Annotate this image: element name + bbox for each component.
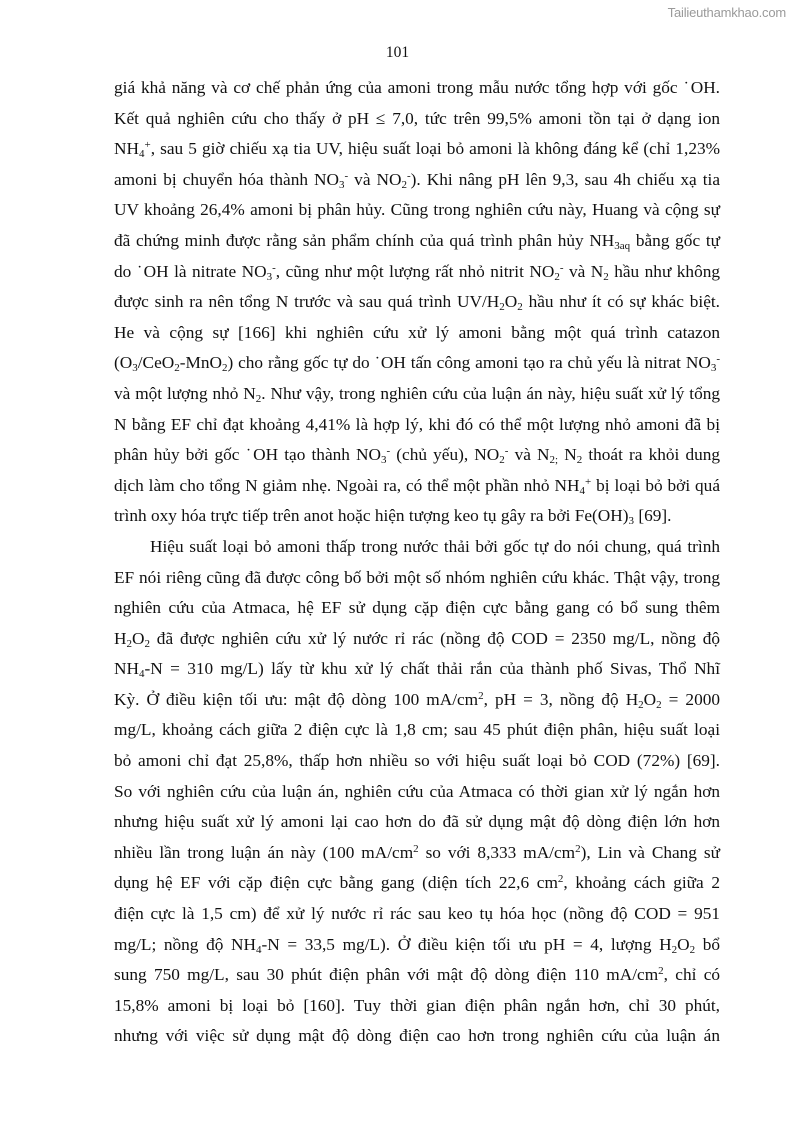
text-segment: UV khoảng 26,4% amoni bị phân hủy. Cũng trong nghiên cứu này, Huang và cộng sự [114,200,720,220]
text-segment: . Như vậy, trong nghiên cứu của luận án này, hiệu suất xử lý tổng [261,383,721,403]
subscript: 4 [138,668,145,681]
subscript: 2 [144,637,150,650]
text-segment: phân hủy bởi gốc ˙OH tạo thành NO [114,445,381,465]
text-line [114,563,720,594]
subscript: 3 [132,362,138,375]
text-line [114,746,720,777]
superscript: 2 [575,842,581,855]
text-segment: So với nghiên cứu của luận án, nghiên cứu của Atmaca có thời gian xử lý ngắn hơn [114,781,720,801]
text-segment: được sinh ra nên tổng N trước và sau quá trình UV/H [114,292,500,312]
subscript: 2 [174,362,180,375]
subscript: 2 [499,454,505,467]
text-segment: He và cộng sự [166] khi nghiên cứu xử lý amoni bằng một quá trình catazon [114,322,720,342]
subscript: 3 [381,454,387,467]
text-segment: , pH = 3, nồng độ H [483,689,639,709]
subscript: 3 [710,362,717,375]
text-line [114,960,720,991]
subscript: 4 [255,943,262,956]
text-segment: (O [114,353,133,373]
text-line [114,471,720,502]
text-line [114,226,720,257]
text-segment: EF nói riêng cũng đã được công bố bởi một số nhóm nghiên cứu khác. Thật vậy, trong [114,567,720,587]
text-line [114,104,720,135]
subscript: 2 [554,270,560,283]
text-segment: = 2000 [661,689,720,709]
text-segment: điện cực là 1,5 cm) để xử lý nước rỉ rác sau keo tụ hóa học (nồng độ COD = 951 [114,904,720,924]
text-line [114,348,720,379]
text-line [114,287,720,318]
subscript: 2 [689,943,696,956]
text-segment: Kết quả nghiên cứu cho thấy ở pH ≤ 7,0, tức trên 99,5% amoni tồn tại ở dạng ion [114,108,720,128]
text-line [114,838,720,869]
text-segment: O [131,628,145,648]
subscript: 2 [671,943,678,956]
text-segment: , khoảng cách giữa 2 [563,873,720,893]
text-segment: đã chứng minh được rằng sản phẩm chính của quá trình phân hủy NH [114,230,615,250]
text-segment: Kỳ. Ở điều kiện tối ưu: mật độ dòng 100 mA/cm [114,689,479,709]
text-segment: và NO [348,169,402,189]
superscript: - [559,261,564,274]
subscript: 4 [138,148,145,161]
subscript: 2 [499,301,505,314]
subscript: 3aq [614,239,631,252]
text-line [114,501,720,532]
text-segment: giá khả năng và cơ chế phản ứng của amoni trong mẫu nước tổng hợp với gốc ˙OH. [114,78,720,97]
superscript: - [406,169,411,182]
text-segment: ). Khi nâng pH lên 9,3, sau 4h chiếu xạ tia [410,169,720,189]
text-segment: và N [563,261,604,281]
text-segment: /CeO [137,353,175,373]
text-line [114,195,720,226]
text-segment: và một lượng nhỏ N [114,383,256,403]
text-line [114,654,720,685]
text-segment: nhưng hiệu suất xử lý amoni lại cao hơn do đã sử dụng mật độ dòng điện lớn hơn [114,812,720,832]
text-line [114,899,720,930]
subscript: 3 [338,178,345,191]
text-segment: amoni bị chuyển hóa thành NO [114,169,339,189]
text-line [114,165,720,196]
text-line [114,991,720,1022]
document-body [114,73,720,1052]
text-line [114,930,720,961]
superscript: - [716,353,720,366]
superscript: + [144,139,151,152]
superscript: 2 [557,873,564,886]
watermark: Tailieuthamkhao.com [667,5,786,20]
superscript: + [584,475,592,488]
text-segment: hầu như ít có sự khác biệt. [522,292,721,312]
text-segment: [69]. [634,506,672,526]
text-line [114,134,720,165]
text-segment: , chỉ có [663,965,721,985]
text-segment: Hiệu suất loại bỏ amoni thấp trong nước thải bởi gốc tự do nói chung, quá trình [150,536,720,556]
text-segment: -N = 310 mg/L) lấy từ khu xử lý chất thải rắn của thành phố Sivas, Thổ Nhĩ [144,659,720,679]
text-segment: -MnO [179,353,222,373]
text-segment: đã được nghiên cứu xử lý nước rỉ rác (nồng độ COD = 2350 mg/L, nồng độ [149,628,720,648]
text-segment: ) cho rằng gốc tự do ˙OH tấn công amoni tạo ra chủ yếu là nitrat NO [227,353,711,373]
text-segment: N [558,445,577,465]
text-segment: NH [114,139,139,159]
text-segment: do ˙OH là nitrate NO [114,261,267,281]
text-line [114,593,720,624]
text-segment: trình oxy hóa trực tiếp trên anot hoặc hiện tượng keo tụ gây ra bởi Fe(OH) [114,506,629,526]
text-segment: nghiên cứu của Atmaca, hệ EF sử dụng cặp điện cực bằng gang có bổ sung thêm [114,598,720,618]
subscript: 2; [549,454,559,467]
text-segment: N bằng EF chỉ đạt khoảng 4,41% là hợp lý, khi đó có thể một lượng nhỏ amoni đã bị [114,414,720,434]
text-segment: O [643,689,657,709]
text-segment: bằng gốc tự [630,230,720,250]
text-line [114,410,720,441]
subscript: 2 [656,698,662,711]
subscript: 3 [628,515,635,528]
text-segment: , cũng như một lượng rất nhỏ nitrit NO [275,261,555,281]
text-segment: hầu như không [608,261,720,281]
text-line [114,318,720,349]
text-line [114,257,720,288]
text-line [114,777,720,808]
text-line [114,73,720,104]
subscript: 4 [579,484,585,497]
subscript: 3 [266,270,273,283]
text-segment: dụng hệ EF với cặp điện cực bằng gang (diện tích 22,6 cm [114,873,558,893]
text-segment: , sau 5 giờ chiếu xạ tia UV, hiệu suất loại bỏ amoni là không đáng kể (chỉ 1,23% [150,139,720,159]
subscript: 2 [638,698,644,711]
text-segment: so với 8,333 mA/cm [418,842,576,862]
text-segment: bị loại bỏ bởi quá [591,475,720,495]
text-segment: bỏ amoni chỉ đạt 25,8%, thấp hơn nhiều so với hiệu suất loại bỏ COD (72%) [69]. [114,751,720,771]
text-line [114,532,720,563]
text-line [114,807,720,838]
text-segment: O [677,934,690,954]
superscript: - [344,169,349,182]
text-segment: NH [114,659,139,679]
superscript: 2 [478,689,484,702]
text-segment: bổ [695,934,720,954]
subscript: 2 [576,454,583,467]
subscript: 2 [221,362,228,375]
text-segment: dịch làm cho tổng N giảm nhẹ. Ngoài ra, có thể một phần nhỏ NH [114,475,580,495]
text-line [114,715,720,746]
page-number: 101 [385,44,410,61]
text-line [114,1021,720,1052]
text-segment: mg/L; nồng độ NH [114,934,256,954]
superscript: - [386,445,391,458]
text-segment: ), Lin và Chang sử [580,842,720,862]
subscript: 2 [517,301,523,314]
text-segment: O [504,292,518,312]
subscript: 2 [255,392,262,405]
text-line [114,685,720,716]
text-segment: H [114,628,127,648]
superscript: 2 [658,965,664,978]
text-segment: 15,8% amoni bị loại bỏ [160]. Tuy thời gian điện phân ngắn hơn, chỉ 30 phút, [114,995,720,1015]
text-segment: mg/L, khoảng cách giữa 2 điện cực là 1,8 cm; sau 45 phút điện phân, hiệu suất loại [114,720,720,740]
text-line [114,440,720,471]
superscript: - [272,261,276,274]
text-segment: nhiều lần trong luận án này (100 mA/cm [114,842,414,862]
superscript: - [504,445,509,458]
text-segment: và N [508,445,550,465]
subscript: 2 [401,178,407,191]
superscript: 2 [413,842,419,855]
subscript: 2 [603,270,609,283]
text-line [114,379,720,410]
text-segment: thoát ra khỏi dung [582,445,721,465]
text-segment: -N = 33,5 mg/L). Ở điều kiện tối ưu pH = 4, lượng H [261,934,672,954]
text-segment: (chủ yếu), NO [390,445,500,465]
text-segment: nhưng với việc sử dụng mật độ dòng điện cao hơn trong nghiên cứu của luận án [114,1026,720,1046]
text-line [114,624,720,655]
subscript: 2 [126,637,132,650]
text-segment: sung 750 mg/L, sau 30 phút điện phân với mật độ dòng điện 110 mA/cm [114,965,659,985]
text-line [114,868,720,899]
